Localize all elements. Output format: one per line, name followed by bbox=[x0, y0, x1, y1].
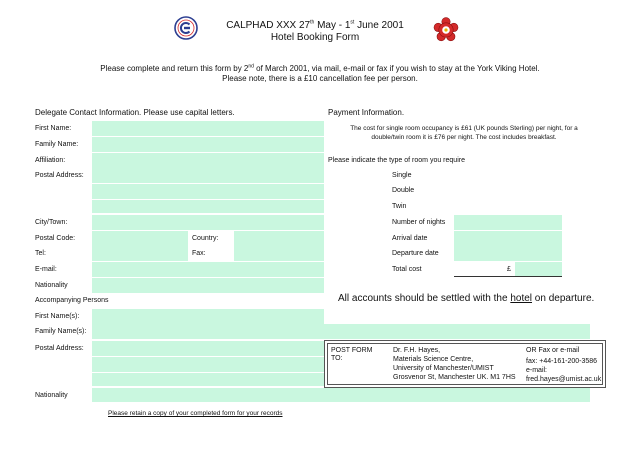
twin-label: Twin bbox=[392, 203, 407, 210]
post-address-1: Dr. F.H. Hayes, bbox=[393, 347, 441, 354]
currency-symbol: £ bbox=[507, 266, 511, 273]
retain-note: Please retain a copy of your completed form for your records bbox=[108, 410, 283, 417]
post-label-1: POST FORM bbox=[331, 347, 373, 354]
page-title bbox=[200, 20, 430, 44]
accompanying-heading: Accompanying Persons bbox=[35, 297, 109, 304]
email-label: E-mail: bbox=[35, 266, 57, 273]
affiliation-label: Affiliation: bbox=[35, 157, 66, 164]
acc-nationality-label: Nationality bbox=[35, 392, 68, 399]
nights-label: Number of nights bbox=[392, 219, 446, 226]
nationality-field[interactable] bbox=[92, 278, 324, 293]
arrival-field[interactable] bbox=[454, 231, 562, 246]
city-town-label: City/Town: bbox=[35, 219, 68, 226]
postal-address-label: Postal Address: bbox=[35, 172, 84, 179]
room-prompt: Please indicate the type of room you require bbox=[328, 157, 465, 164]
settle-hotel-word: hotel bbox=[510, 293, 533, 304]
email-caption: e-mail: bbox=[526, 367, 548, 374]
affiliation-field[interactable] bbox=[92, 153, 324, 168]
post-form-box bbox=[324, 340, 606, 388]
cost-note-line-2: double/twin room it is £76 per night. The cost includes breakfast. bbox=[371, 134, 557, 141]
total-label: Total cost bbox=[392, 266, 422, 273]
first-name-label: First Name: bbox=[35, 125, 72, 132]
fax-number: fax: +44-161-200-3586 bbox=[526, 358, 598, 365]
country-label: Country: bbox=[192, 235, 219, 242]
acc-nationality-field[interactable] bbox=[92, 388, 590, 402]
postal-code-label: Postal Code: bbox=[35, 235, 76, 242]
title-line: CALPHAD XXX 27th May - 1st June 2001 bbox=[226, 19, 404, 31]
email-field[interactable] bbox=[92, 262, 324, 277]
postal-address-field-3[interactable] bbox=[92, 200, 324, 213]
settle-note: All accounts should be settled with the hotel on departure. bbox=[338, 293, 595, 304]
acc-first-names-label: First Name(s): bbox=[35, 313, 80, 320]
first-name-field[interactable] bbox=[92, 121, 324, 136]
departure-label: Departure date bbox=[392, 250, 439, 257]
city-town-field[interactable] bbox=[92, 215, 324, 230]
intro-line-1: Please complete and return this form by 2nd of March 2001, via mail, e-mail or fax if you wish to stay at the York Viking Hotel. bbox=[100, 63, 540, 73]
email-address: fred.hayes@umist.ac.uk bbox=[526, 376, 602, 383]
acc-first-names-field[interactable] bbox=[92, 309, 324, 324]
acc-family-names-field[interactable] bbox=[92, 324, 590, 339]
post-address-3: University of Manchester/UMIST bbox=[393, 365, 494, 372]
tudor-rose-icon bbox=[433, 17, 459, 43]
postal-address-field-1[interactable] bbox=[92, 168, 324, 183]
cost-note bbox=[328, 124, 600, 142]
post-address-4: Grosvenor St, Manchester UK. M1 7HS bbox=[393, 374, 516, 381]
total-field[interactable] bbox=[515, 262, 562, 276]
tel-field[interactable] bbox=[92, 246, 188, 261]
postal-code-field[interactable] bbox=[92, 231, 188, 246]
country-field[interactable] bbox=[234, 231, 324, 246]
nights-field[interactable] bbox=[454, 215, 562, 230]
tel-label: Tel: bbox=[35, 250, 46, 257]
payment-heading: Payment Information. bbox=[328, 108, 405, 117]
acc-family-names-label: Family Name(s): bbox=[35, 328, 87, 335]
calphad-logo-icon bbox=[174, 14, 198, 42]
postal-address-field-2[interactable] bbox=[92, 184, 324, 199]
post-address-2: Materials Science Centre, bbox=[393, 356, 474, 363]
post-label-2: TO: bbox=[331, 355, 343, 362]
acc-postal-address-field-3[interactable] bbox=[92, 373, 324, 386]
departure-field[interactable] bbox=[454, 246, 562, 261]
double-label: Double bbox=[392, 187, 415, 194]
fax-label: Fax: bbox=[192, 250, 206, 257]
or-fax-label: OR Fax or e-mail bbox=[526, 347, 580, 354]
acc-postal-address-label: Postal Address: bbox=[35, 345, 84, 352]
intro-text bbox=[40, 64, 600, 84]
family-name-label: Family Name: bbox=[35, 141, 79, 148]
family-name-field[interactable] bbox=[92, 137, 324, 152]
subtitle: Hotel Booking Form bbox=[270, 32, 360, 43]
single-label: Single bbox=[392, 172, 412, 179]
delegate-heading: Delegate Contact Information. Please use capital letters. bbox=[35, 108, 235, 117]
cost-note-line-1: The cost for single room occupancy is £61 (UK pounds Sterling) per night, for a bbox=[350, 125, 578, 132]
intro-line-2: Please note, there is a £10 cancellation fee per person. bbox=[222, 74, 418, 83]
fax-field[interactable] bbox=[234, 246, 324, 261]
acc-postal-address-field-2[interactable] bbox=[92, 357, 324, 372]
nationality-label: Nationality bbox=[35, 282, 68, 289]
arrival-label: Arrival date bbox=[392, 235, 428, 242]
acc-postal-address-field-1[interactable] bbox=[92, 341, 324, 356]
